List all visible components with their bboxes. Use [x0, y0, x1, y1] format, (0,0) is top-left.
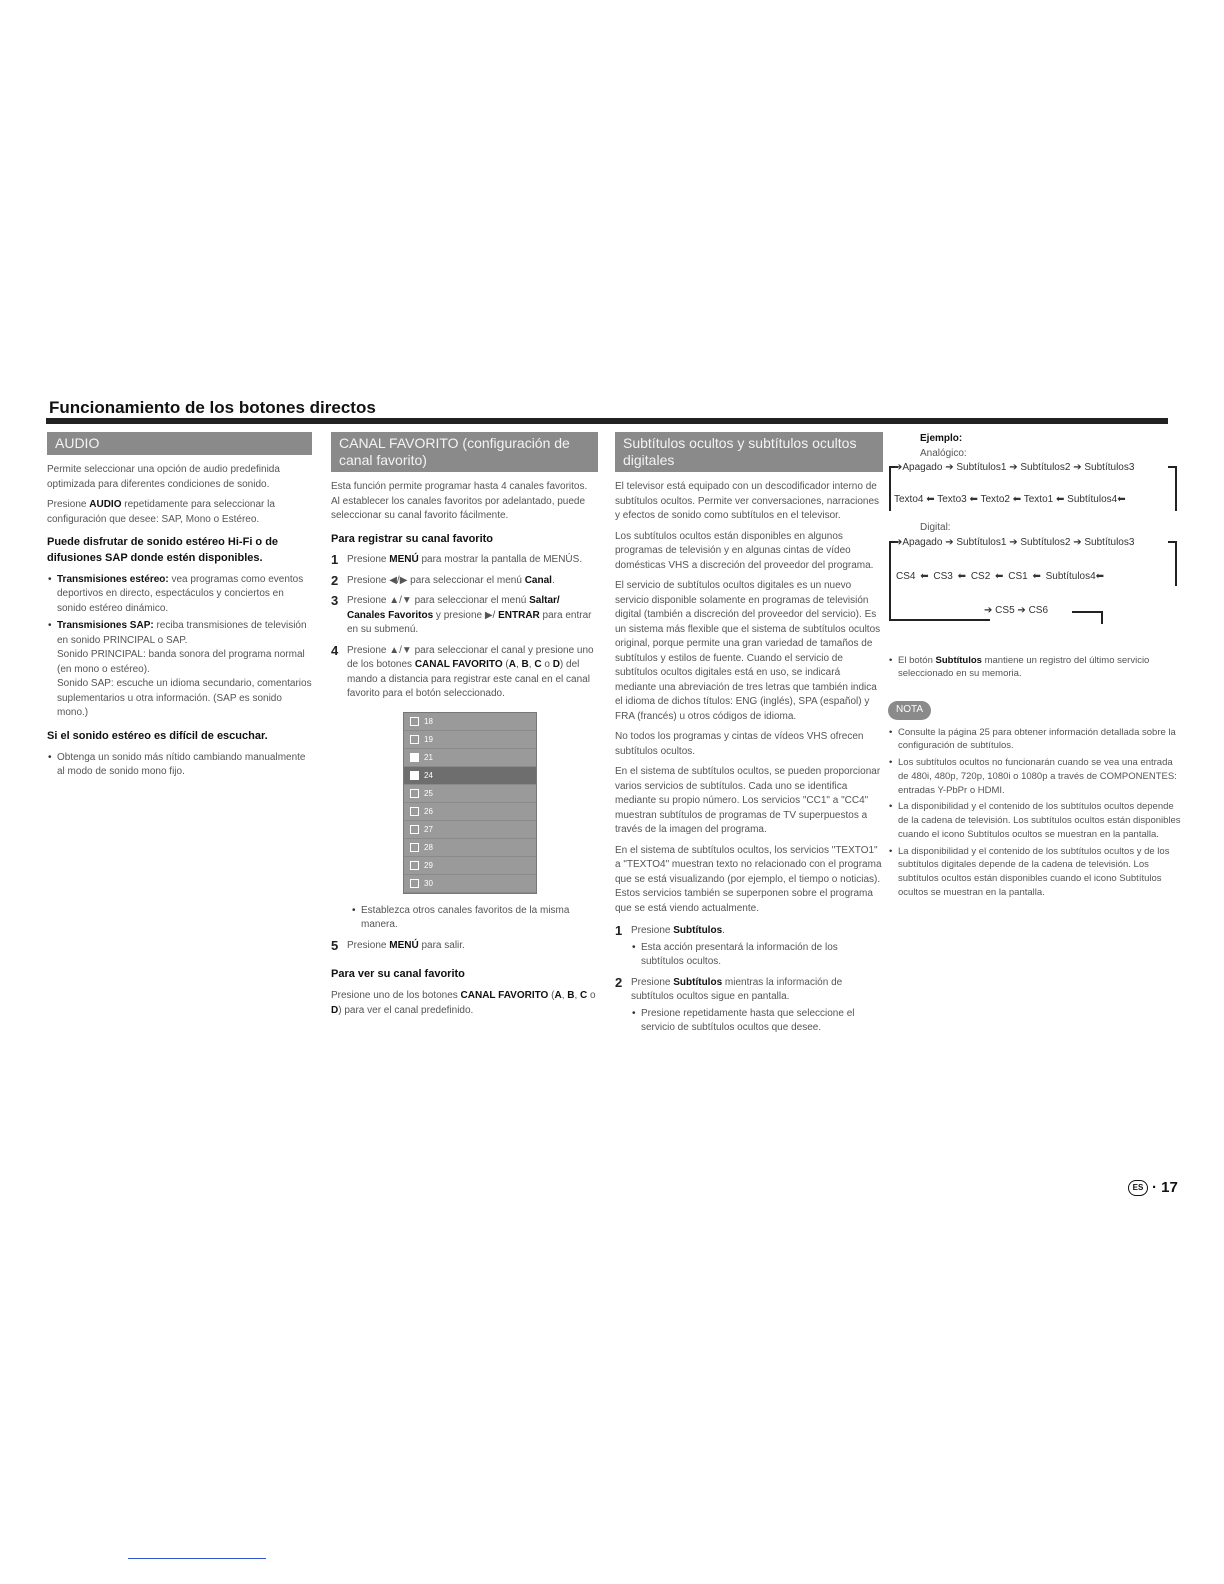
list-item: • Consulte la página 25 para obtener información detallada sobre la configuración de subtítulos. [898, 726, 1183, 754]
ejemplo-column [888, 432, 1183, 906]
digital-label: Digital: [920, 522, 951, 533]
audio-header: AUDIO [47, 432, 312, 455]
menu-row-selected: 24 [404, 767, 536, 785]
subtitulos-header: Subtítulos ocultos y subtítulos ocultos digitales [615, 432, 883, 472]
subtitulos-column [615, 432, 883, 1042]
arrow-right-icon: ➔ [984, 604, 993, 616]
menu-row: 29 [404, 857, 536, 875]
menu-row: 28 [404, 839, 536, 857]
subtitulos-p4: No todos los programas y cintas de vídeos VHS ofrecen subtítulos ocultos. [615, 731, 864, 757]
checkbox-icon [410, 789, 419, 798]
checkbox-icon [410, 807, 419, 816]
page-title: Funcionamiento de los botones directos [49, 398, 376, 417]
ejemplo-title: Ejemplo: [920, 433, 963, 444]
step-4: 4 Presione ▲/▼ para seleccionar el canal y presione uno de los botones CANAL FAVORITO (A, B, C o D) del mando a distancia para registrar este canal en el canal favorito para el botón seleccionado. [331, 642, 594, 700]
canal-bullet [331, 904, 598, 933]
audio-bullets-2 [47, 751, 312, 780]
analog-diagram [888, 461, 1178, 515]
sub-step-2-bullet [631, 1007, 883, 1036]
canal-intro: Esta función permite programar hasta 4 canales favoritos. Al establecer los canales favoritos por adelantado, puede seleccionar su canal favorito fácilmente. [331, 481, 588, 521]
audio-intro: Permite seleccionar una opción de audio predefinida optimizada para diferentes condiciones de sonido. [47, 464, 280, 490]
digital-row-3: ➔ CS5 ➔ CS6 [984, 604, 1049, 616]
analog-label: Analógico: [920, 447, 967, 459]
subtitulos-p2: Los subtítulos ocultos están disponibles en algunos programas de televisión y en algunas cintas de vídeo domésticas VHS a discreción del proveedor del programa. [615, 530, 874, 571]
list-item: • Obtenga un sonido más nítido cambiando manualmente al modo de sonido mono fijo. [57, 751, 312, 780]
digital-row-2: CS4 ⬅ CS3 ⬅ CS2 ⬅ CS1 ⬅ Subtítulos4⬅ [896, 570, 1105, 582]
arrow-left-icon: ⬅ [920, 570, 929, 582]
checkbox-icon [410, 843, 419, 852]
arrow-right-icon: ➔ [894, 462, 903, 473]
audio-bullets [47, 573, 312, 721]
list-item: • Transmisiones estéreo: vea programas como eventos deportivos en directo, espectáculos y conciertos en sonido estéreo dinámico. [57, 573, 312, 617]
nota-badge: NOTA [888, 701, 931, 720]
menu-row: 30 [404, 875, 536, 893]
canal-header: CANAL FAVORITO (configuración de canal favorito) [331, 432, 598, 472]
step-5: 5 Presione MENÚ para salir. [331, 937, 465, 953]
arrow-left-icon: ⬅ [1032, 570, 1041, 582]
checkbox-icon [410, 735, 419, 744]
sub-step-1-bullet [631, 941, 883, 970]
menu-row: 27 [404, 821, 536, 839]
arrow-left-icon: ⬅ [957, 570, 967, 582]
list-item: • Transmisiones SAP: reciba transmisiones de televisión en sonido PRINCIPAL o SAP. Sonido PRINCIPAL: banda sonora del programa normal (en mono o estéreo). Sonido SAP: escuche un idioma secundario, comentarios suplementarios u otra información. (SAP es sonido mono.) [57, 619, 312, 721]
page-number [1128, 1179, 1178, 1196]
menu-row: 26 [404, 803, 536, 821]
arrow-left-icon: ⬅ [995, 570, 1004, 582]
list-item: • Presione repetidamente hasta que seleccione el servicio de subtítulos ocultos que desee. [641, 1007, 883, 1036]
title-rule [46, 418, 1168, 424]
checkbox-icon [410, 861, 419, 870]
list-item: • El botón Subtítulos mantiene un registro del último servicio seleccionado en su memoria. [898, 654, 1183, 682]
subtitulos-memory-bullet [888, 654, 1183, 682]
menu-row: 25 [404, 785, 536, 803]
arrow-left-icon: ⬅ [926, 494, 935, 505]
list-item: • Los subtítulos ocultos no funcionarán cuando se vea una entrada de 480i, 480p, 720p, 1080i o 1080p a través de COMPONENTES: entradas Y-PbPr o HDMI. [898, 756, 1183, 797]
step-2: 2 Presione ◀/▶ para seleccionar el menú Canal. [331, 572, 555, 588]
arrow-left-icon: ⬅ [1056, 494, 1065, 505]
arrow-right-icon: ➔ [1009, 462, 1018, 473]
arrow-right-icon: ➔ [1009, 536, 1018, 548]
step-1: 1 Presione MENÚ para mostrar la pantalla de MENÚS. [331, 552, 583, 568]
audio-column [47, 432, 312, 786]
digital-row-1: ➔Apagado ➔ Subtítulos1 ➔ Subtítulos2 ➔ Subtítulos3 [894, 536, 1135, 548]
arrow-right-icon: ➔ [1017, 604, 1026, 616]
list-item: • La disponibilidad y el contenido de los subtítulos ocultos y de los subtítulos digitales depende de la cadena de televisión. Los subtítulos ocultos están disponibles cuando el icono Subtítulos ocultos se muestran en la pantalla. [898, 845, 1183, 900]
menu-row: 21 [404, 749, 536, 767]
language-es-icon: ES [1128, 1180, 1148, 1196]
list-item: • Establezca otros canales favoritos de la misma manera. [361, 904, 598, 933]
audio-subheading-hifi: Puede disfrutar de sonido estéreo Hi-Fi o de difusiones SAP donde estén disponibles. [47, 536, 279, 564]
menu-row: 18 [404, 713, 536, 731]
step-3: 3 Presione ▲/▼ para seleccionar el menú Saltar/ Canales Favoritos y presione ▶/ ENTRAR para entrar en su submenú. [331, 593, 592, 636]
arrow-left-icon: ⬅ [1012, 494, 1022, 505]
arrow-right-icon: ➔ [894, 536, 903, 548]
page-number-text: · 17 [1152, 1179, 1178, 1196]
nota-list [888, 726, 1183, 900]
checkbox-icon [410, 753, 419, 762]
canal-ver-text: Presione uno de los botones CANAL FAVORITO (A, B, C o D) para ver el canal predefinido. [331, 990, 596, 1016]
subtitulos-p6: En el sistema de subtítulos ocultos, los servicios "TEXTO1" a "TEXTO4" muestran texto no relacionado con el programa que se está visualizando (por ejemplo, el tiempo o noticias). Estos servicios también se superponen sobre el programa que se está viendo actualmente. [615, 844, 882, 914]
canal-subheading-registrar: Para registrar su canal favorito [331, 532, 494, 545]
arrow-right-icon: ➔ [1073, 536, 1082, 548]
audio-press-text: Presione AUDIO repetidamente para seleccionar la configuración que desee: SAP, Mono o Estéreo. [47, 499, 275, 525]
footer-link-line [128, 1558, 266, 1559]
subtitulos-p5: En el sistema de subtítulos ocultos, se pueden proporcionar varios servicios de subtítulos. Cada uno se identifica mediante su propio número. Los servicios "CC1" a "CC4" muestran subtítulos de programas de TV superpuestos a través de la imagen del programa. [615, 766, 881, 835]
canal-column [331, 432, 598, 1024]
subtitulos-p3: El servicio de subtítulos ocultos digitales es un nuevo servicio disponible solamente en programas de televisión digital (también a discreción del proveedor del servicio). Es un sistema más flexible que el sistema de subtítulos ocultos original, porque permite una gran variedad de tamaños de subtítulos y estilos de fuente. Cuando el servicio de subtítulos ocultos digitales está en uso, se indicará mediante una abreviación de tres letras que también indica el idioma de dichos títulos: ENG (inglés), SPA (español) y FRA (francés) u otros códigos de idioma. [615, 580, 881, 722]
canal-subheading-ver: Para ver su canal favorito [331, 968, 465, 981]
channel-menu-screenshot [403, 712, 537, 894]
checkbox-icon [410, 825, 419, 834]
sub-step-2: 2 Presione Subtítulos mientras la información de subtítulos ocultos sigue en pantalla. • Presione repetidamente hasta que seleccione el servicio de subtítulos ocultos que desee. [615, 976, 883, 1036]
arrow-left-icon: ⬅ [1095, 570, 1105, 582]
arrow-left-icon: ⬅ [1117, 494, 1126, 505]
arrow-right-icon: ➔ [945, 462, 954, 473]
menu-row: 19 [404, 731, 536, 749]
list-item: • La disponibilidad y el contenido de los subtítulos ocultos depende de la cadena de televisión. Los subtítulos ocultos están disponibles cuando el icono Subtítulos ocultos se muestran en la pantalla. [898, 800, 1183, 841]
sub-step-1: 1 Presione Subtítulos. • Esta acción presentará la información de los subtítulos ocultos. [615, 924, 883, 970]
digital-diagram [888, 536, 1178, 628]
analog-row-1: ➔Apagado ➔ Subtítulos1 ➔ Subtítulos2 ➔ Subtítulos3 [894, 462, 1135, 473]
checkbox-icon [410, 771, 419, 780]
analog-row-2: Texto4 ⬅ Texto3 ⬅ Texto2 ⬅ Texto1 ⬅ Subtítulos4⬅ [894, 494, 1126, 505]
checkbox-icon [410, 879, 419, 888]
arrow-right-icon: ➔ [945, 536, 954, 548]
audio-subheading-dificil: Si el sonido estéreo es difícil de escuchar. [47, 729, 268, 742]
list-item: • Esta acción presentará la información de los subtítulos ocultos. [641, 941, 883, 970]
subtitulos-p1: El televisor está equipado con un descodificador interno de subtítulos ocultos. Permite ver conversaciones, narraciones y efectos de sonido como subtítulos en el televisor. [615, 481, 880, 521]
checkbox-icon [410, 717, 419, 726]
arrow-right-icon: ➔ [1073, 462, 1082, 473]
arrow-left-icon: ⬅ [969, 494, 978, 505]
